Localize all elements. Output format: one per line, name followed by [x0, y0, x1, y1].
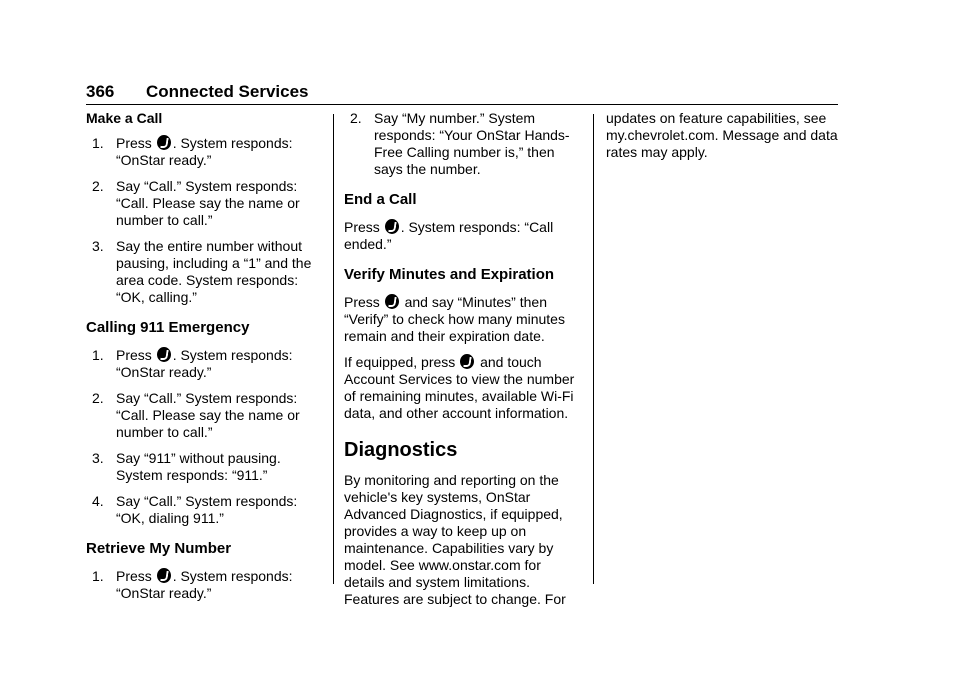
step-number: 3. — [92, 450, 104, 466]
retrieve-my-number-steps — [86, 568, 322, 602]
list-item — [86, 347, 322, 381]
page-header — [86, 82, 838, 104]
step-text-post: . System responds: “OnStar ready.” — [116, 135, 293, 168]
step-text-post: . System responds: “OnStar ready.” — [116, 347, 293, 380]
diagnostics-heading: Diagnostics — [344, 439, 458, 461]
diagnostics-text: By monitoring and reporting on the vehicle's key systems, OnStar Advanced Diagnostics, if equipped, provides a way to keep up on maintenance. Capabilities vary by model. See www.onstar.com for details and system limitations. Features are subject to change. For — [344, 472, 566, 607]
step-number: 4. — [92, 493, 104, 509]
list-item — [86, 390, 322, 441]
list-item — [86, 178, 322, 229]
step-number: 1. — [92, 135, 104, 151]
verify-p2-post: and touch Account Services to view the number of remaining minutes, available Wi-Fi data, and other account information. — [344, 354, 575, 421]
retrieve-my-number-steps-continued — [344, 110, 582, 178]
end-a-call-text — [344, 219, 582, 253]
step-text-pre: Press — [116, 568, 152, 584]
step-number: 1. — [92, 347, 104, 363]
column-3 — [606, 110, 842, 170]
step-number: 3. — [92, 238, 104, 254]
voice-command-icon — [157, 135, 171, 150]
end-call-pre: Press — [344, 219, 380, 235]
voice-command-icon — [385, 219, 399, 234]
verify-p1-pre: Press — [344, 294, 380, 310]
column-divider — [333, 114, 334, 584]
verify-minutes-heading: Verify Minutes and Expiration — [344, 266, 555, 283]
make-a-call-heading: Make a Call — [86, 110, 163, 126]
verify-minutes-paragraph-2 — [344, 354, 582, 422]
step-text: Say “Call.” System responds: “Call. Please say the name or number to call.” — [116, 178, 300, 228]
retrieve-my-number-heading: Retrieve My Number — [86, 540, 232, 557]
voice-command-icon — [157, 347, 171, 362]
diagnostics-text-continued: updates on feature capabilities, see my.chevrolet.com. Message and data rates may apply. — [606, 110, 838, 160]
column-2 — [344, 110, 582, 617]
voice-command-icon — [460, 354, 474, 369]
section-title: Connected Services — [146, 82, 309, 101]
voice-command-icon — [385, 294, 399, 309]
page-number: 366 — [86, 82, 115, 101]
list-item — [86, 493, 322, 527]
list-item — [344, 110, 582, 178]
step-number: 2. — [92, 178, 104, 194]
step-text: Say “My number.” System responds: “Your OnStar Hands-Free Calling number is,” then says the number. — [374, 110, 570, 177]
step-number: 2. — [92, 390, 104, 406]
verify-minutes-paragraph-1 — [344, 294, 582, 345]
list-item — [86, 238, 322, 306]
step-number: 1. — [92, 568, 104, 584]
step-text: Say the entire number without pausing, including a “1” and the area code. System responds: “OK, calling.” — [116, 238, 312, 305]
list-item — [86, 450, 322, 484]
step-text-pre: Press — [116, 347, 152, 363]
column-divider — [593, 114, 594, 584]
step-text-pre: Press — [116, 135, 152, 151]
end-a-call-heading: End a Call — [344, 191, 417, 208]
list-item — [86, 135, 322, 169]
end-call-post: . System responds: “Call ended.” — [344, 219, 554, 252]
voice-command-icon — [157, 568, 171, 583]
calling-911-steps — [86, 347, 322, 527]
column-1 — [86, 110, 322, 611]
verify-p2-pre: If equipped, press — [344, 354, 456, 370]
make-a-call-steps — [86, 135, 322, 306]
step-number: 2. — [350, 110, 362, 126]
step-text-post: . System responds: “OnStar ready.” — [116, 568, 293, 601]
step-text: Say “911” without pausing. System responds: “911.” — [116, 450, 281, 483]
list-item — [86, 568, 322, 602]
step-text: Say “Call.” System responds: “OK, dialing 911.” — [116, 493, 298, 526]
calling-911-heading: Calling 911 Emergency — [86, 319, 250, 336]
verify-p1-post: and say “Minutes” then “Verify” to check how many minutes remain and their expiration date. — [344, 294, 565, 344]
header-divider — [86, 104, 838, 105]
step-text: Say “Call.” System responds: “Call. Please say the name or number to call.” — [116, 390, 300, 440]
